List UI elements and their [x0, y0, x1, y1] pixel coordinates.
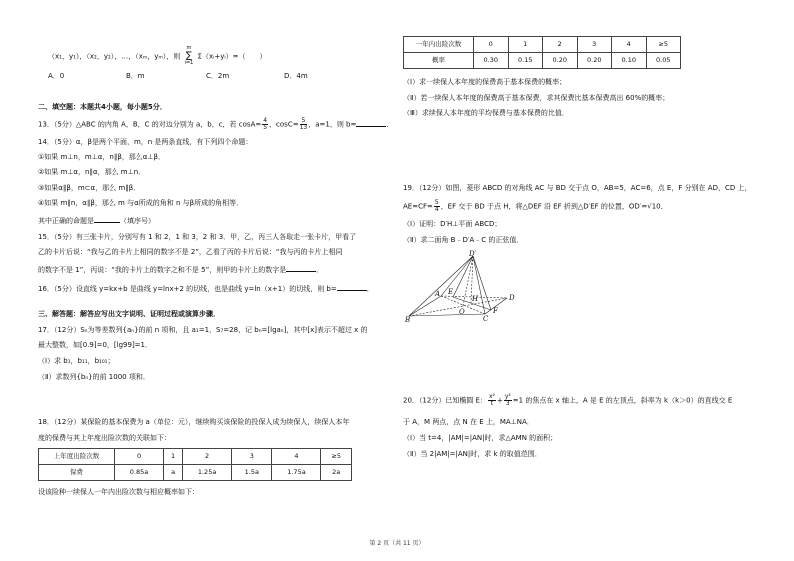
q10-option-c: C．2m [206, 72, 230, 80]
q13-fraction-1 [262, 118, 268, 131]
q16-text: 16．（5分）设直线 y=kx+b 是曲线 y=lnx+2 的切线，也是曲线 y=ln（x+1）的切线，则 b= [38, 285, 337, 293]
q14-stem: 14．（5分）α，β是两个平面，m，n 是两条直线，有下列四个命题： [38, 138, 253, 146]
edge-DpC [473, 256, 485, 314]
q15-line-1: 15．（5分）有三张卡片，分别写有 1 和 2，1 和 3，2 和 3．甲，乙，丙三人各取走一张卡片，甲看了 [38, 233, 357, 241]
q18-after-text: 设该险种一续保人一年内出险次数与相应概率如下： [38, 488, 199, 496]
table-cell: 一年内出险次数 [404, 37, 474, 53]
table-cell: 2 [543, 37, 578, 53]
q13-f1-den: 5 [263, 124, 268, 131]
q17-part-1: （Ⅰ）求 b₁，b₁₁，b₁₀₁； [38, 357, 115, 365]
q13-fraction-2 [300, 118, 308, 131]
premium-table [38, 448, 352, 481]
q16-answer-blank[interactable] [337, 283, 367, 291]
table-row [404, 37, 681, 53]
q20-text-a: 20．（12分）已知椭圆 E： [403, 396, 487, 405]
q14-answer-line [38, 215, 155, 226]
table-cell: 3 [577, 37, 612, 53]
q19-line-1: 19．（12分）如图，菱形 ABCD 的对角线 AC 与 BD 交于点 O，AB=5，AC=6，点 E，F 分别在 AD，CD 上， [403, 184, 752, 192]
q18-part-3: （Ⅲ）求续保人本年度的平均保费与基本保费的比值． [403, 109, 569, 117]
q10-option-b: B．m [126, 72, 145, 80]
q18-part-2: （Ⅱ）若一续保人本年度的保费高于基本保费，求其保费比基本保费高出 60%的概率； [403, 94, 670, 102]
table-cell: 概率 [404, 53, 474, 69]
q10-sigma [185, 46, 194, 67]
q19-f-num: 5 [434, 199, 439, 206]
q19-part-2: （Ⅱ）求二面角 B﹣D′A﹣C 的正弦值． [403, 236, 524, 244]
table-cell: 0 [474, 37, 509, 53]
edge-BA [409, 296, 441, 316]
q20-f1-num: x² [488, 393, 495, 400]
q20-f1-den: t [490, 400, 494, 407]
q19-f-den: 4 [434, 206, 439, 213]
q10-option-d: D．4m [284, 72, 308, 80]
table-cell: 4 [612, 37, 647, 53]
q19-line-2b: ，EF 交于 BD 于点 H，将△DEF 沿 EF 折到△D′EF 的位置，OD′=√10． [440, 202, 668, 211]
table-cell: ≥5 [321, 449, 352, 465]
table-cell: 1.25a [183, 465, 232, 481]
q10-sigma-bottom: i=1 [184, 60, 194, 67]
q13: 13．（5分）△ABC 的内角 A，B，C 的对边分别为 a，b，c，若 cosA= $\frac{4}{5}$ ，cosC= $\frac{5}{13}$ ，a=1，则 b= ． [38, 117, 394, 131]
label-Dp: D′ [469, 250, 477, 258]
table-cell: 0.20 [543, 53, 578, 69]
q20-plus: + [496, 396, 503, 405]
right-column [403, 0, 768, 561]
edge-DpA [441, 256, 473, 296]
label-O: O [459, 308, 465, 316]
label-C: C [483, 315, 489, 323]
q14-option-2: ②如果 m⊥α，n∥α，那么 m⊥n． [38, 168, 146, 176]
q15-answer-blank[interactable] [286, 264, 316, 272]
q10-sigma-top: m [186, 45, 192, 51]
q20-text-b: =1 的焦点在 x 轴上，A 是 E 的左顶点，斜率为 k（k＞0）的直线交 E [512, 396, 733, 405]
q13-f2-den: 13 [299, 124, 308, 131]
edge-DpE [453, 256, 473, 297]
table-cell: 1.5a [232, 465, 272, 481]
table-cell: 1.75a [272, 465, 321, 481]
q14-option-4: ④如果 m∥n，α∥β，那么 m 与α所成的角和 n 与β所成的角相等． [38, 199, 244, 207]
table-cell: 0.85a [115, 465, 164, 481]
table-cell: 3 [232, 449, 272, 465]
q19-fraction [434, 200, 440, 213]
section3-title: 三、解答题：解答应写出文字说明、证明过程或演算步骤． [38, 310, 220, 318]
label-A: A [435, 290, 441, 298]
folded-rhombus-figure [405, 250, 525, 325]
table-row [39, 449, 352, 465]
table-cell: 0.15 [508, 53, 543, 69]
table-cell: 0.10 [612, 53, 647, 69]
q13-text-c: ，a=1，则 b= [308, 120, 357, 129]
q17-line-2: 最大整数，如[0.9]=0，[lg99]=1． [38, 341, 152, 349]
table-cell: 0.05 [646, 53, 681, 69]
q13-f2-num: 5 [301, 117, 306, 124]
table-row [39, 465, 352, 481]
q20-line-2: 于 A，M 两点，点 N 在 E 上，MA⊥NA． [403, 418, 534, 426]
label-F: F [493, 307, 498, 315]
q20-f2-num: y² [504, 393, 511, 400]
table-cell: ≥5 [646, 37, 681, 53]
q18-part-1: （Ⅰ）求一续保人本年度的保费高于基本保费的概率； [403, 78, 567, 86]
table-cell: 保费 [39, 465, 115, 481]
page-footer: 第 2 页（共 11 页） [369, 540, 425, 547]
q14-option-3: ③如果α∥β，m⊂α，那么 m∥β． [38, 184, 141, 192]
label-H: H [472, 295, 479, 303]
q19-line-2 [403, 200, 668, 213]
q13-f1-num: 4 [263, 117, 268, 124]
q13-text-a: 13．（5分）△ABC 的内角 A，B，C 的对边分别为 a，b，c，若 cosA= [38, 120, 262, 129]
edge-BC [409, 314, 485, 316]
label-D: D [509, 294, 515, 302]
q15-line-3-text: 的数字不是 1”，丙说：“我的卡片上的数字之和不是 5”，则甲的卡片上的数字是 [38, 266, 287, 274]
q13-answer-blank[interactable] [356, 119, 386, 127]
left-column [34, 0, 394, 561]
q16: 16．（5分）设直线 y=kx+b 是曲线 y=lnx+2 的切线，也是曲线 y=ln（x+1）的切线，则 b= ． [38, 285, 374, 293]
table-cell: 0 [115, 449, 164, 465]
q18-line-1: 18．（12分）某保险的基本保费为 a（单位：元），继续购买该保险的投保人成为续保人，续保人本年 [38, 418, 350, 426]
table-cell: 2 [183, 449, 232, 465]
q14-answer-prompt: 其中正确的命题是 [38, 217, 94, 225]
q14-answer-hint: （填序号） [120, 217, 155, 225]
table-cell: 0.20 [577, 53, 612, 69]
q14-option-1: ①如果 m⊥n，m⊥α，n∥β，那么α⊥β． [38, 153, 165, 161]
label-B: B [405, 316, 411, 324]
table-cell: 0.30 [474, 53, 509, 69]
q15-line-2: 乙的卡片后说：“我与乙的卡片上相同的数字不是 2”，乙看了丙的卡片后说：“我与丙的卡片上相同 [38, 248, 343, 256]
q20-fraction-1 [488, 394, 496, 407]
q15-line-3: 的数字不是 1”，丙说：“我的卡片上的数字之和不是 5”，则甲的卡片上的数字是 ． [38, 266, 324, 274]
q10-option-a: A．0 [48, 72, 65, 80]
table-cell: 1 [164, 449, 183, 465]
q20-part-1: （Ⅰ）当 t=4，|AM|=|AN|时，求△AMN 的面积； [403, 434, 558, 442]
table-cell: a [164, 465, 183, 481]
q18-line-2: 度的保费与其上年度出险次数的关联如下： [38, 434, 171, 442]
label-E: E [448, 288, 454, 296]
table-cell: 2a [321, 465, 352, 481]
table-cell: 4 [272, 449, 321, 465]
table-cell: 1 [508, 37, 543, 53]
q14-answer-blank[interactable] [94, 215, 120, 223]
table-cell: 上年度出险次数 [39, 449, 115, 465]
q19-part-1: （Ⅰ）证明：D′H⊥平面 ABCD； [403, 220, 502, 228]
sigma-icon: ∑ [185, 50, 192, 61]
q20-part-2: （Ⅱ）当 2|AM|=|AN|时，求 k 的取值范围． [403, 450, 542, 458]
q17-part-2: （Ⅱ）求数列{bₙ}的前 1000 项和． [38, 373, 150, 381]
edge-DpB [409, 256, 473, 316]
q10-points-line [48, 46, 267, 67]
q19-line-2a: AE=CF= [403, 202, 433, 211]
section2-title: 二、填空题：本题共4小题，每小题5分． [38, 103, 167, 111]
q17-line-1: 17．（12分）Sₙ为等差数列{aₙ}的前 n 项和，且 a₁=1，S₇=28，记 bₙ=[lgaₙ]，其中[x]表示不超过 x 的 [38, 326, 368, 334]
q13-text-b: ，cosC= [269, 120, 299, 129]
q10-sum-expr: Σ（xᵢ+yᵢ）=（ ） [197, 52, 267, 61]
q20-f2-den: 3 [505, 400, 510, 407]
q10-points: （x₁，y₁），（x₂，y₂），…，（xₘ，yₘ），则 [48, 52, 181, 61]
q20-line-1 [403, 394, 732, 407]
table-row [404, 53, 681, 69]
q20-fraction-2 [504, 394, 512, 407]
probability-table [403, 36, 681, 69]
